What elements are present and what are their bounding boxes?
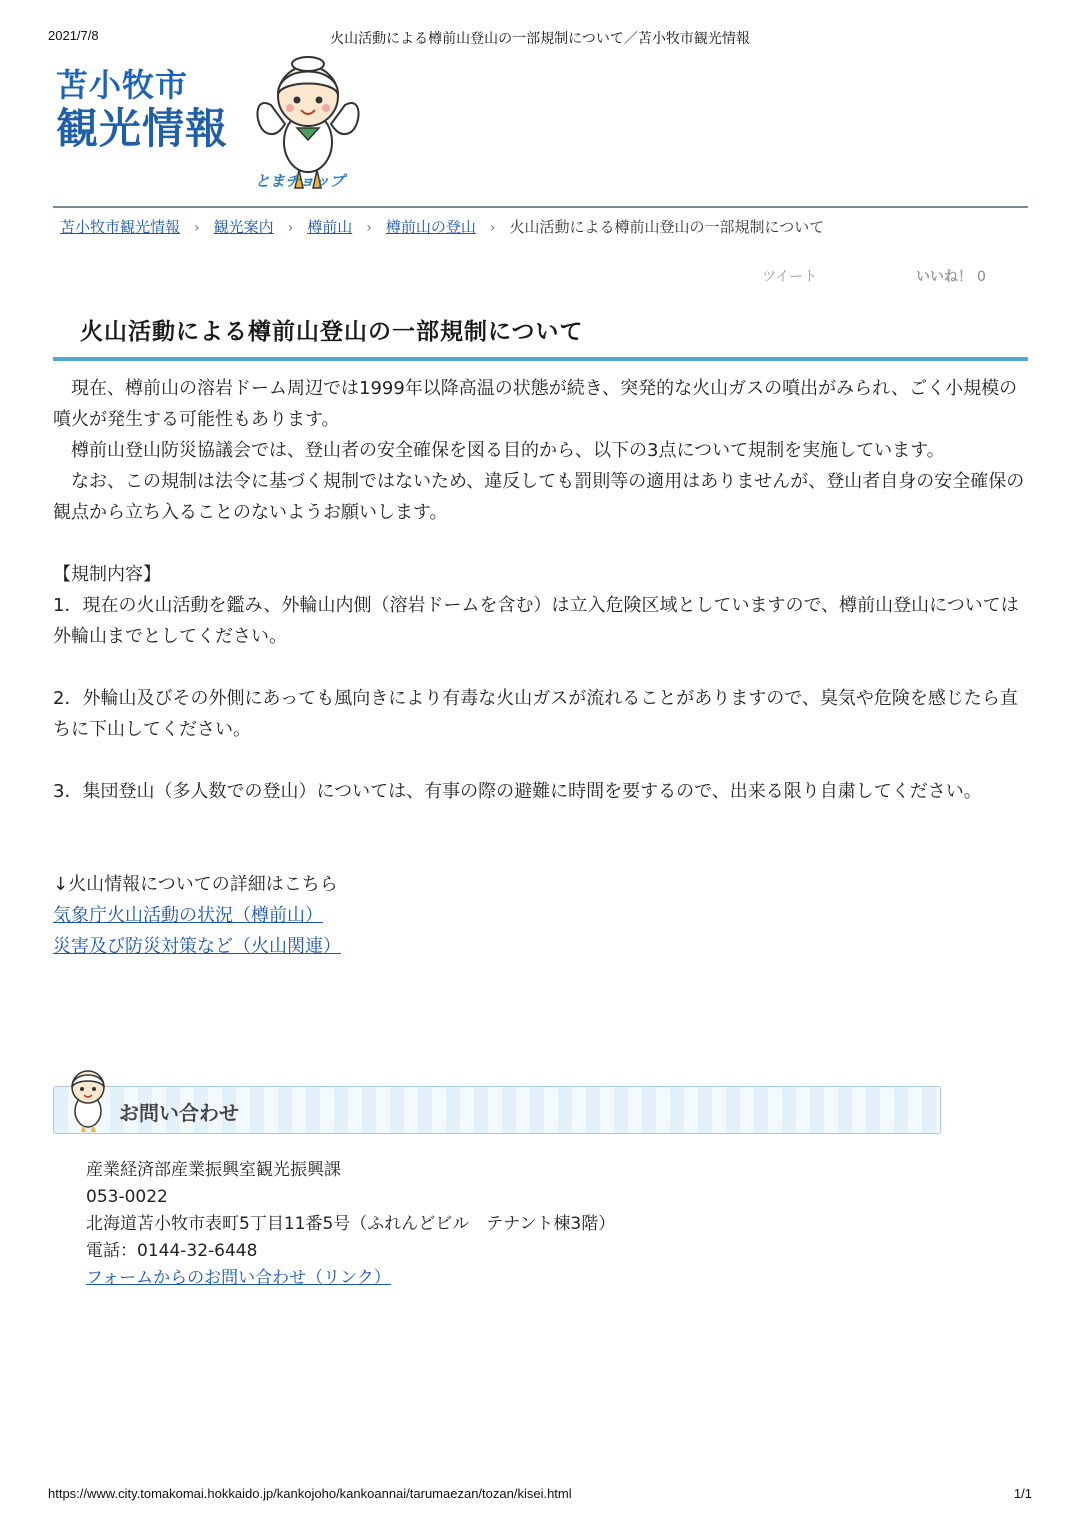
link-disaster-prevention[interactable]: 災害及び防災対策など（火山関連） (53, 936, 341, 957)
contact-phone: 電話：0144-32-6448 (86, 1241, 258, 1261)
like-label: いいね！ (916, 269, 972, 285)
link-jma-volcano-status[interactable]: 気象庁火山活動の状況（樽前山） (53, 905, 323, 926)
print-page-number: 1/1 (1013, 1486, 1032, 1501)
breadcrumb-link-kanko-annai[interactable]: 観光案内 (213, 218, 274, 236)
like-count: 0 (977, 269, 986, 285)
chevron-right-icon: › (287, 220, 294, 236)
rule-item-3: 3．集団登山（多人数での登山）については、有事の際の避難に時間を要するので、出来る限り自粛してください。 (53, 781, 982, 802)
rules-heading: 【規制内容】 (53, 564, 161, 585)
print-url: https://www.city.tomakomai.hokkaido.jp/kankojoho/kankoannai/tarumaezan/tozan/kisei.html (48, 1486, 572, 1501)
breadcrumb (60, 216, 824, 237)
contact-details (86, 1157, 615, 1292)
chevron-right-icon: › (194, 220, 200, 236)
contact-postal-code: 053-0022 (86, 1187, 168, 1207)
contact-form-link[interactable]: フォームからのお問い合わせ（リンク） (86, 1268, 391, 1288)
main-content (53, 373, 1028, 962)
logo-site-name: 観光情報 (56, 104, 229, 153)
print-date: 2021/7/8 (48, 28, 99, 43)
tweet-button[interactable]: ツイート (762, 269, 818, 285)
mascot-tomachop-icon (60, 1065, 115, 1133)
print-document-title: 火山活動による樽前山登山の一部規制について／苫小牧市観光情報 (330, 30, 750, 46)
contact-heading: お問い合わせ (119, 1101, 239, 1125)
like-button[interactable] (916, 266, 986, 286)
page-heading (53, 305, 1028, 361)
breadcrumb-link-tozan[interactable]: 樽前山の登山 (385, 218, 476, 236)
mascot-name: とまチョップ (255, 172, 345, 190)
breadcrumb-link-home[interactable]: 苫小牧市観光情報 (60, 218, 181, 236)
rule-item-2: 2．外輪山及びその外側にあっても風向きにより有毒な火山ガスが流れることがありますので、臭気や危険を感じたら直ちに下山してください。 (53, 688, 1018, 740)
chevron-right-icon: › (489, 220, 496, 236)
intro-paragraph-1: 現在、樽前山の溶岩ドーム周辺では1999年以降高温の状態が続き、突発的な火山ガスの噴出がみられ、ごく小規模の噴火が発生する可能性もあります。 (53, 378, 1018, 430)
contact-address: 北海道苫小牧市表町5丁目11番5号（ふれんどビル テナント棟3階） (86, 1214, 616, 1234)
site-logo[interactable] (56, 66, 228, 154)
site-header (53, 50, 1028, 208)
intro-paragraph-3: なお、この規制は法令に基づく規制ではないため、違反しても罰則等の適用はありませんが、登山者自身の安全確保の観点から立ち入ることのないようお願いします。 (53, 471, 1025, 523)
chevron-right-icon: › (366, 220, 372, 236)
logo-city-name: 苫小牧市 (56, 66, 189, 104)
print-footer (48, 1486, 1032, 1504)
breadcrumb-current: 火山活動による樽前山登山の一部規制について (509, 218, 825, 236)
contact-section-header (53, 1086, 941, 1134)
intro-paragraph-2: 樽前山登山防災協議会では、登山者の安全確保を図る目的から、以下の3点について規制を実施しています。 (71, 440, 945, 461)
breadcrumb-link-tarumaezan[interactable]: 樽前山 (307, 218, 353, 236)
page-title: 火山活動による樽前山登山の一部規制について (80, 319, 584, 345)
rule-item-1: 1．現在の火山活動を鑑み、外輪山内側（溶岩ドームを含む）は立入危険区域としていますので、樽前山登山については外輪山までとしてください。 (53, 595, 1019, 647)
print-header (48, 28, 1032, 46)
links-intro: ↓火山情報についての詳細はこちら (53, 874, 338, 895)
contact-department: 産業経済部産業振興室観光振興課 (86, 1160, 341, 1180)
